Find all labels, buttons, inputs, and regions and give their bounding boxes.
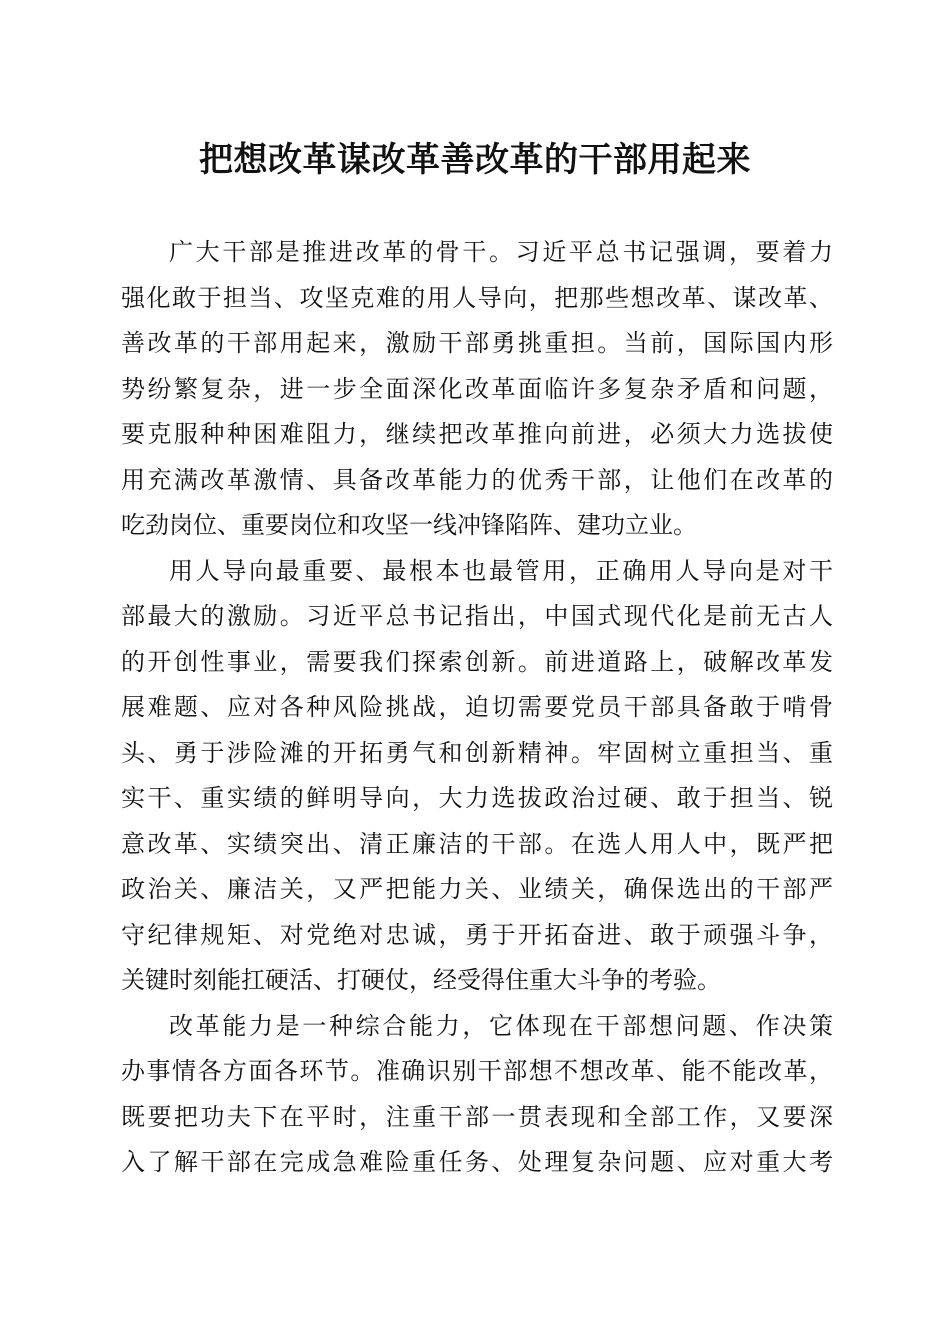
paragraph-2-line: 关键时刻能扛硬活、打硬仗，经受得住重大斗争的考验。 [121,966,721,994]
document-body [121,230,833,1186]
paragraph-1-line: 善改革的干部用起来，激励干部勇挑重担。当前，国际国内形 [121,329,833,357]
paragraph-2-line: 的开创性事业，需要我们探索创新。前进道路上，破解改革发 [121,647,833,676]
paragraph-2-line: 守纪律规矩、对党绝对忠诚，勇于开拓奋进、敢于顽强斗争， [121,920,833,949]
paragraph-2-line: 用人导向最重要、最根本也最管用，正确用人导向是对干 [169,556,833,585]
paragraph-2-line: 意改革、实绩突出、清正廉洁的干部。在选人用人中，既严把 [121,829,833,858]
paragraph-3-line: 办事情各方面各环节。准确识别干部想不想改革、能不能改革， [121,1057,833,1085]
paragraph-1-line: 势纷繁复杂，进一步全面深化改革面临许多复杂矛盾和问题， [121,374,833,403]
document-title: 把想改革谋改革善改革的干部用起来 [199,140,751,180]
paragraph-3-line: 改革能力是一种综合能力，它体现在干部想问题、作决策 [169,1011,833,1040]
paragraph-3-line: 入了解干部在完成急难险重任务、处理复杂问题、应对重大考 [121,1148,833,1176]
paragraph-2-line: 展难题、应对各种风险挑战，迫切需要党员干部具备敢于啃骨 [121,693,833,721]
paragraph-2-line: 政治关、廉洁关，又严把能力关、业绩关，确保选出的干部严 [121,875,833,903]
paragraph-2-line: 头、勇于涉险滩的开拓勇气和创新精神。牢固树立重担当、重 [121,738,833,767]
paragraph-1-line: 强化敢于担当、攻坚克难的用人导向，把那些想改革、谋改革、 [121,283,833,312]
paragraph-1-line: 广大干部是推进改革的骨干。习近平总书记强调，要着力 [169,238,833,266]
paragraph-3-line: 既要把功夫下在平时，注重干部一贯表现和全部工作，又要深 [121,1102,833,1131]
paragraph-2-line: 部最大的激励。习近平总书记指出，中国式现代化是前无古人 [121,602,833,630]
paragraph-1-line: 要克服种种困难阻力，继续把改革推向前进，必须大力选拔使 [121,420,833,448]
paragraph-1-line: 吃劲岗位、重要岗位和攻坚一线冲锋陷阵、建功立业。 [121,511,697,539]
paragraph-2-line: 实干、重实绩的鲜明导向，大力选拔政治过硬、敢于担当、锐 [121,784,833,812]
paragraph-1-line: 用充满改革激情、具备改革能力的优秀干部，让他们在改革的 [121,465,833,494]
